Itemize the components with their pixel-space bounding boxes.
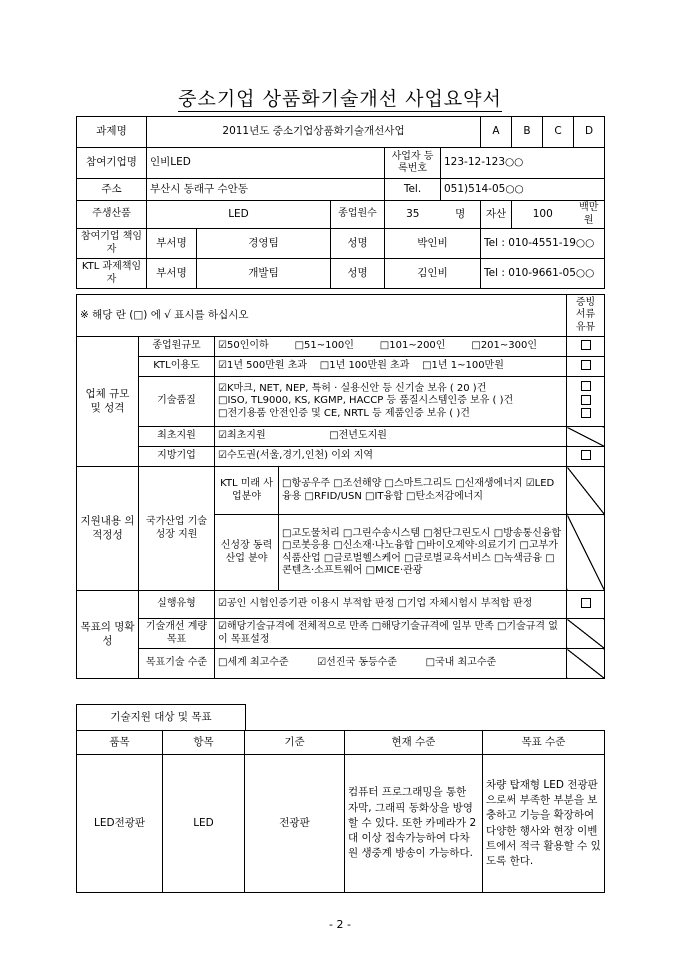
tech-line-2[interactable]: □ISO, TL9000, KS, KGMP, HACCP 등 품질시스템인증 보유 ( )건 xyxy=(218,395,514,407)
task-value: 2011년도 중소기업상품화기술개선사업 xyxy=(147,117,481,148)
checkbox-icon xyxy=(581,408,591,418)
checkbox-icon xyxy=(581,360,591,370)
grade-d: D xyxy=(574,117,605,148)
row-emp xyxy=(77,337,605,357)
row-first xyxy=(77,427,605,447)
exec-label: 실행유형 xyxy=(139,591,215,619)
checkbox-icon xyxy=(581,395,591,405)
grade-a: A xyxy=(481,117,512,148)
emp-opt-3[interactable]: □101~200인 xyxy=(379,340,446,352)
target-item: LED전광판 xyxy=(77,755,163,893)
company-label: 참여기업명 xyxy=(77,148,147,179)
emp-opt-2[interactable]: □51~100인 xyxy=(294,340,354,352)
tel-value: 051)514-05○○ xyxy=(441,179,605,201)
rep2-dept-label: 부서명 xyxy=(147,259,197,289)
ktl-future-label: KTL 미래 사업분야 xyxy=(215,467,279,515)
check-note: ※ 해당 란 (□) 에 √ 표시를 하십시오 xyxy=(77,295,567,337)
bizno-label: 사업자 등록번호 xyxy=(385,148,441,179)
first-options xyxy=(215,427,567,447)
header-current: 현재 수준 xyxy=(345,731,483,755)
exec-evidence[interactable] xyxy=(567,591,605,619)
grade-c: C xyxy=(543,117,574,148)
ktl-opt-3[interactable]: □1년 1~100만원 xyxy=(422,360,504,372)
rep2-tel: Tel : 010-9661-05○○ xyxy=(481,259,605,289)
ktl-evidence[interactable] xyxy=(567,357,605,377)
growth-evidence-na xyxy=(567,515,605,591)
checkbox-icon xyxy=(581,598,591,608)
level-opt-2[interactable]: ☑선진국 동등수준 xyxy=(317,657,397,669)
ktl-future-value[interactable]: □항공우주 □조선해양 □스마트그리드 □신재생에너지 ☑LED융용 □RFID/USN □IT융합 □탄소저감에너지 xyxy=(279,467,567,515)
tech-label: 기술품질 xyxy=(139,377,215,427)
header-goal: 목표 수준 xyxy=(483,731,605,755)
goal-value[interactable]: ☑해당기술규격에 전체적으로 만족 □해당기술규격에 일부 만족 □기술규격 없이 목표설정 xyxy=(215,619,567,649)
product-value: LED xyxy=(147,201,331,229)
product-label: 주생산품 xyxy=(77,201,147,229)
page-number: - 2 - xyxy=(329,918,351,931)
ktl-opt-2[interactable]: □1년 100만원 초과 xyxy=(319,360,410,372)
goal-label: 기술개선 계량목표 xyxy=(139,619,215,649)
bizno-value: 123-12-123○○ xyxy=(441,148,605,179)
checkbox-icon xyxy=(581,340,591,350)
target-goal: 차량 탑재형 LED 전광판으로써 부족한 부분을 보충하고 기능을 확장하여 다양한 행사와 현장 이벤트에서 적극 활용할 수 있도록 한다. xyxy=(483,755,605,893)
first-label: 최초지원 xyxy=(139,427,215,447)
growth-value[interactable]: □고도물처리 □그린수송시스템 □첨단그린도시 □방송통신융합 □로봇응용 □신소재·나노융합 □바이오제약·의료기기 □고부가식품산업 □글로벌헬스케어 □글로벌교육서비스 □녹색금융 □콘텐츠·소프트웨어 □MICE·관광 xyxy=(279,515,567,591)
region-evidence[interactable] xyxy=(567,447,605,467)
region-label: 지방기업 xyxy=(139,447,215,467)
row-task xyxy=(77,117,605,148)
emp-opt-1[interactable]: ☑50인이하 xyxy=(218,340,269,352)
header-item: 품목 xyxy=(77,731,163,755)
target-caption: 기술지원 대상 및 목표 xyxy=(77,705,246,731)
row-level xyxy=(77,649,605,679)
tel-label: Tel. xyxy=(385,179,441,201)
nat-label: 국가산업 기술성장 지원 xyxy=(139,467,215,591)
target-row xyxy=(77,755,605,893)
section-support: 지원내용 의 적정성 xyxy=(77,467,139,591)
first-evidence-na xyxy=(567,427,605,447)
checklist-table xyxy=(76,294,605,679)
employees-label: 종업원수 xyxy=(331,201,385,229)
task-label: 과제명 xyxy=(77,117,147,148)
level-evidence-na xyxy=(567,649,605,679)
row-goal xyxy=(77,619,605,649)
row-ktl-future xyxy=(77,467,605,515)
row-address xyxy=(77,179,605,201)
level-options xyxy=(215,649,567,679)
target-criterion: 전광판 xyxy=(245,755,345,893)
exec-value[interactable]: ☑공인 시험인증기관 이용시 부적합 판정 □기업 자체시험시 부적합 판정 xyxy=(215,591,567,619)
row-product xyxy=(77,201,605,229)
ktl-future-evidence-na xyxy=(567,467,605,515)
employees-value: 35 xyxy=(385,201,441,229)
rep2-name-value: 김인비 xyxy=(385,259,481,289)
evidence-label: 증빙 서류 유뮤 xyxy=(567,295,605,337)
level-opt-1[interactable]: □세계 최고수준 xyxy=(218,657,289,669)
first-opt-2[interactable]: □전년도지원 xyxy=(329,430,387,442)
header-criterion: 기준 xyxy=(245,731,345,755)
ktl-options xyxy=(215,357,567,377)
row-rep2 xyxy=(77,259,605,289)
company-value: 인비LED xyxy=(147,148,385,179)
tech-evidence[interactable] xyxy=(567,377,605,427)
target-caption-table xyxy=(76,704,246,731)
ktl-opt-1[interactable]: ☑1년 500만원 초과 xyxy=(218,360,308,372)
row-ktl xyxy=(77,357,605,377)
grade-b: B xyxy=(512,117,543,148)
header-field: 항목 xyxy=(163,731,245,755)
level-opt-3[interactable]: □국내 최고수준 xyxy=(425,657,497,669)
checklist-header xyxy=(77,295,605,337)
growth-label: 신성장 동력산업 분야 xyxy=(215,515,279,591)
target-field: LED xyxy=(163,755,245,893)
section-goal: 목표의 명확성 xyxy=(77,591,139,679)
rep1-name-value: 박인비 xyxy=(385,229,481,259)
row-rep1 xyxy=(77,229,605,259)
checkbox-icon xyxy=(581,381,591,391)
summary-table xyxy=(76,116,605,289)
rep1-label: 참여기업 책임자 xyxy=(77,229,147,259)
rep2-name-label: 성명 xyxy=(331,259,385,289)
rep2-label: KTL 과제책임자 xyxy=(77,259,147,289)
capital-value: 100 xyxy=(512,201,574,229)
tech-line-3[interactable]: □전기용품 안전인증 및 CE, NRTL 등 제품인증 보유 ( )건 xyxy=(218,407,470,419)
rep1-name-label: 성명 xyxy=(331,229,385,259)
emp-opt-4[interactable]: □201~300인 xyxy=(471,340,538,352)
tech-lines xyxy=(215,377,567,427)
emp-label: 종업원규모 xyxy=(139,337,215,357)
row-region xyxy=(77,447,605,467)
address-value: 부산시 동래구 수안동 xyxy=(147,179,385,201)
level-label: 목표기술 수준 xyxy=(139,649,215,679)
rep1-tel: Tel : 010-4551-19○○ xyxy=(481,229,605,259)
section-size: 업체 규모 및 성격 xyxy=(77,337,139,467)
region-value[interactable]: ☑수도권(서울,경기,인천) 이외 지역 xyxy=(215,447,567,467)
address-label: 주소 xyxy=(77,179,147,201)
target-table xyxy=(76,730,605,893)
capital-unit: 백만원 xyxy=(574,201,605,229)
checkbox-icon xyxy=(581,450,591,460)
row-company xyxy=(77,148,605,179)
emp-evidence[interactable] xyxy=(567,337,605,357)
rep2-dept-value: 개발팀 xyxy=(197,259,331,289)
emp-options xyxy=(215,337,567,357)
tech-line-1[interactable]: ☑K마크, NET, NEP, 특허 · 실용신안 등 신기술 보유 ( 20 )건 xyxy=(218,382,487,394)
row-tech xyxy=(77,377,605,427)
target-header-row xyxy=(77,731,605,755)
first-opt-1[interactable]: ☑최초지원 xyxy=(218,430,266,442)
target-current: 컴퓨터 프로그래밍을 통한 자막, 그래픽 동화상을 방영할 수 있다. 또한 카메라가 2대 이상 접속가능하여 다차원 생중계 방송이 가능하다. xyxy=(345,755,483,893)
ktl-label: KTL이용도 xyxy=(139,357,215,377)
goal-evidence-na xyxy=(567,619,605,649)
rep1-dept-label: 부서명 xyxy=(147,229,197,259)
employees-unit: 명 xyxy=(441,201,481,229)
document-title: 중소기업 상품화기술개선 사업요약서 xyxy=(178,88,502,110)
capital-label: 자산 xyxy=(481,201,512,229)
rep1-dept-value: 경영팀 xyxy=(197,229,331,259)
row-exec xyxy=(77,591,605,619)
